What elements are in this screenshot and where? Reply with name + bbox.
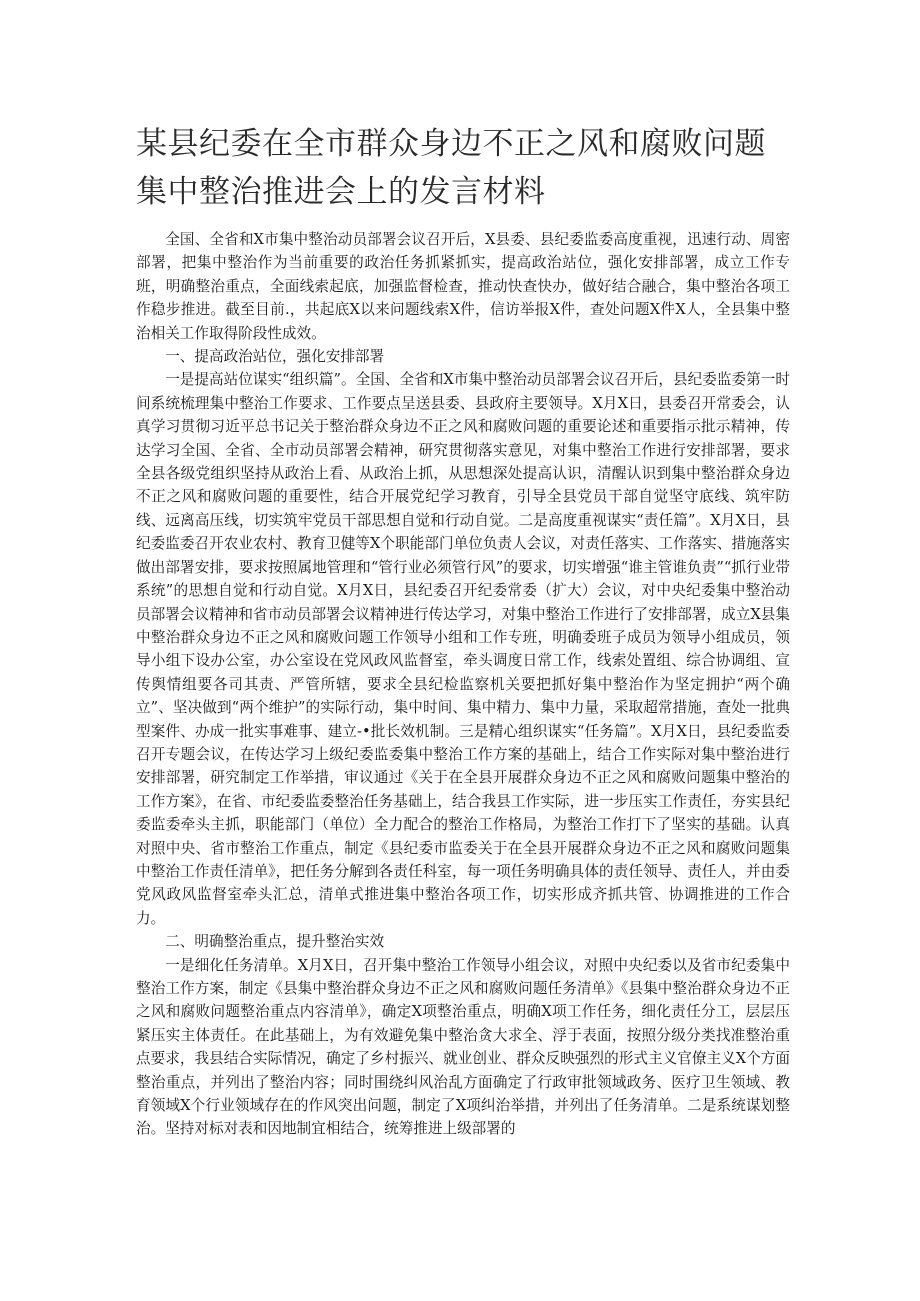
document-body: [136, 228, 790, 1141]
section-2-paragraph: 一是细化任务清单。X月X日，召开集中整治工作领导小组会议，对照中央纪委以及省市纪委集中整治工作方案，制定《县集中整治群众身边不正之风和腐败问题任务清单》《县集中整治群众身边不正之风和腐败问题整治重点内容清单》，确定X项整治重点，明确X项工作任务，细化责任分工，层层压紧压实主体责任。在此基础上，为有效避免集中整治贪大求全、浮于表面，按照分级分类找准整治重点要求，我县结合实际情况，确定了乡村振兴、就业创业、群众反映强烈的形式主义官僚主义X个方面整治重点，并列出了整治内容；同时围绕纠风治乱方面确定了行政审批领域政务、医疗卫生领域、教育领域X个行业领域存在的作风突出问题，制定了X项纠治举措，并列出了任务清单。二是系统谋划整治。坚持对标对表和因地制宜相结合，统筹推进上级部署的: [136, 956, 790, 1138]
section-heading-1: 一、提高政治站位，强化安排部署: [165, 348, 385, 366]
section-1-paragraph: 一是提高站位谋实“组织篇”。全国、全省和X市集中整治动员部署会议召开后，县纪委监委第一时间系统梳理集中整治工作要求、工作要点呈送县委、县政府主要领导。X月X日，县委召开常委会，认真学习贯彻习近平总书记关于整治群众身边不正之风和腐败问题的重要论述和重要指示批示精神，传达学习全国、全省、全市动员部署会精神，研究贯彻落实意见，对集中整治工作进行安排部署，要求全县各级党组织坚持从政治上看、从政治上抓，从思想深处提高认识，清醒认识到集中整治群众身边不正之风和腐败问题的重要性，结合开展党纪学习教育，引导全县党员干部自觉坚守底线、筑牢防线、远离高压线，切实筑牢党员干部思想自觉和行动自觉。二是高度重视谋实“责任篇”。X月X日，县纪委监委召开农业农村、教育卫健等X个职能部门单位负责人会议，对责任落实、工作落实、措施落实做出部署安排，要求按照属地管理和“管行业必须管行风”的要求，切实增强“谁主管谁负责”“抓行业带系统”的思想自觉和行动自觉。X月X日，县纪委召开纪委常委（扩大）会议，对中央纪委集中整治动员部署会议精神和省市动员部署会议精神进行传达学习，对集中整治工作进行了安排部署，成立X县集中整治群众身边不正之风和腐败问题工作领导小组和工作专班，明确委班子成员为领导小组成员，领导小组下设办公室，办公室设在党风政风监督室，牵头调度日常工作，线索处置组、综合协调组、宣传舆情组要各司其责、严管所辖，要求全县纪检监察机关要把抓好集中整治作为坚定拥护“两个确立”、坚决做到“两个维护”的实际行动，集中时间、集中精力、集中力量，采取超常措施，查处一批典型案件、办成一批实事难事、建立-•批长效机制。三是精心组织谋实“任务篇”。X月X日，县纪委监委召开专题会议，在传达学习上级纪委监委集中整治工作方案的基础上，结合工作实际对集中整治进行安排部署，研究制定工作举措，审议通过《关于在全县开展群众身边不正之风和腐败问题集中整治的工作方案》，在省、市纪委监委整治任务基础上，结合我县工作实际，进一步压实工作责任，夯实县纪委监委牵头主抓，职能部门（单位）全力配合的整治工作格局，为整治工作打下了坚实的基础。认真对照中央、省市整治工作重点，制定《县纪委市监委关于在全县开展群众身边不正之风和腐败问题集中整治工作责任清单》，把任务分解到各责任科室，每一项任务明确具体的责任领导、责任人，并由委党风政风监督室牵头汇总，清单式推进集中整治各项工作，切实形成齐抓共管、协调推进的工作合力。: [136, 371, 790, 927]
intro-paragraph: 全国、全省和X市集中整治动员部署会议召开后，X县委、县纪委监委高度重视，迅速行动、周密部署，把集中整治作为当前重要的政治任务抓紧抓实，提高政治站位，强化安排部署，成立工作专班，明确整治重点，全面线索起底，加强监督检查，推动快查快办，做好结合融合，集中整治各项工作稳步推进。截至目前.，共起底X以来问题线索X件，信访举报X件，查处问题X件X人，全县集中整治相关工作取得阶段性成效。: [136, 231, 790, 342]
section-heading-2: 二、明确整治重点，提升整治实效: [165, 933, 385, 951]
document-title: 某县纪委在全市群众身边不正之风和腐败问题集中整治推进会上的发言材料: [136, 126, 766, 210]
